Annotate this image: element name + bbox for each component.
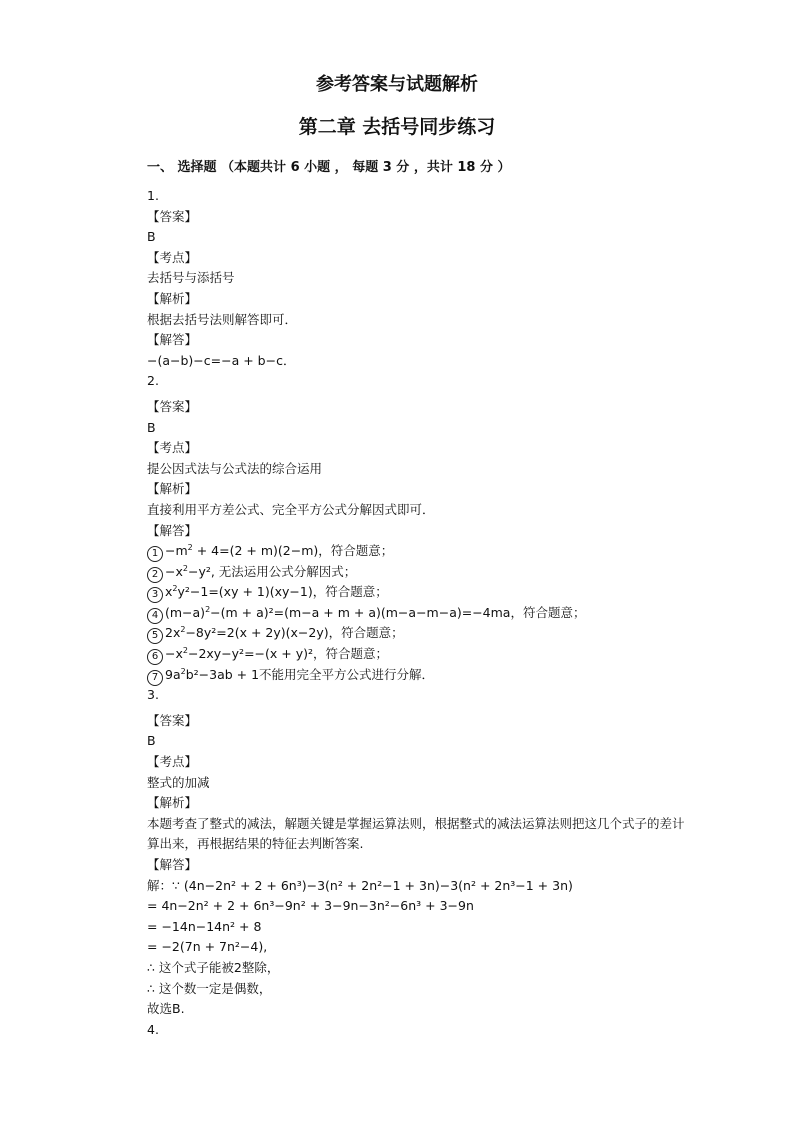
q2-solution-item — [147, 541, 687, 562]
q2-answer: B — [147, 419, 156, 435]
q3-topic: 整式的加减 — [147, 774, 210, 790]
exponent: 2 — [182, 645, 188, 655]
expression-rest: −8y²=2(x + 2y)(x−2y)，符合题意； — [185, 625, 404, 641]
expression-start: −x — [165, 646, 183, 662]
exponent: 2 — [182, 563, 188, 573]
q3-solution-line: = 4n−2n² + 2 + 6n³−9n² + 3−9n−3n²−6n³ + 3−9n — [147, 898, 474, 914]
q3-solution-line: ∴ 这个式子能被2整除， — [147, 959, 280, 975]
circled-number: 4 — [147, 608, 163, 624]
circled-number: 3 — [147, 587, 163, 603]
answer-content — [147, 186, 687, 1040]
q2-solution-item — [147, 644, 687, 665]
q2-solution-item — [147, 582, 687, 603]
q1-answer: B — [147, 229, 156, 245]
topic-label: 【考点】 — [147, 249, 198, 265]
circled-number: 7 — [147, 670, 163, 686]
q3-solution-line: = −14n−14n² + 8 — [147, 918, 262, 934]
exponent: 2 — [180, 666, 186, 676]
answer-label: 【答案】 — [147, 398, 198, 414]
expression-rest: −y², 无法运用公式分解因式； — [187, 563, 357, 579]
expression-start: −m — [165, 543, 188, 559]
expression-rest: + 4=(2 + m)(2−m)，符合题意； — [192, 543, 394, 559]
answer-label: 【答案】 — [147, 208, 198, 224]
expression-start: (m−a) — [165, 604, 206, 620]
expression-start: x — [165, 584, 173, 600]
q3-solution-lines — [147, 876, 687, 1020]
q3-solution-line: = −2(7n + 7n²−4), — [147, 939, 268, 955]
q1-topic: 去括号与添括号 — [147, 270, 235, 286]
exponent: 2 — [205, 604, 211, 614]
question-number-2: 2. — [147, 373, 159, 389]
q2-analysis: 直接利用平方差公式、完全平方公式分解因式即可． — [147, 501, 435, 517]
expression-rest: −(m + a)²=(m−a + m + a)(m−a−m−a)=−4ma，符合题意； — [210, 604, 586, 620]
q2-solution-item — [147, 665, 687, 686]
section-heading: 一、 选择题 （本题共计 6 小题 ， 每题 3 分 ，共计 18 分 ） — [147, 160, 511, 175]
exponent: 2 — [180, 625, 186, 635]
circled-number: 5 — [147, 628, 163, 644]
expression-rest: y²−1=(xy + 1)(xy−1)，符合题意； — [177, 584, 388, 600]
expression-start: 9a — [165, 666, 181, 682]
expression-start: 2x — [165, 625, 181, 641]
topic-label: 【考点】 — [147, 754, 198, 770]
exponent: 2 — [172, 584, 178, 594]
topic-label: 【考点】 — [147, 440, 198, 456]
exponent: 2 — [187, 542, 193, 552]
answer-label: 【答案】 — [147, 712, 198, 728]
solution-label: 【解答】 — [147, 332, 198, 348]
expression-start: −x — [165, 563, 183, 579]
analysis-label: 【解析】 — [147, 481, 198, 497]
circled-number: 2 — [147, 567, 163, 583]
question-number-4: 4. — [147, 1021, 159, 1037]
analysis-label: 【解析】 — [147, 795, 198, 811]
question-number-3: 3. — [147, 687, 159, 703]
q2-topic: 提公因式法与公式法的综合运用 — [147, 460, 323, 476]
q3-solution-line: 解：∵ (4n−2n² + 2 + 6n³)−3(n² + 2n²−1 + 3n)−3(n² + 2n³−1 + 3n) — [147, 877, 573, 893]
q2-solution-item — [147, 562, 687, 583]
solution-label: 【解答】 — [147, 522, 198, 538]
expression-rest: −2xy−y²=−(x + y)²，符合题意； — [187, 646, 388, 662]
q3-answer: B — [147, 733, 156, 749]
q2-solution-items — [147, 541, 687, 685]
q2-solution-item — [147, 623, 687, 644]
q3-analysis: 本题考查了整式的减法，解题关键是掌握运算法则，根据整式的减法运算法则把这几个式子的差计算出来，再根据结果的特征去判断答案. — [147, 815, 685, 852]
q3-solution-line: ∴ 这个数一定是偶数， — [147, 980, 272, 996]
chapter-title: 第二章 去括号同步练习 — [298, 116, 496, 138]
document-title: 参考答案与试题解析 — [316, 74, 478, 95]
solution-label: 【解答】 — [147, 857, 198, 872]
circled-number: 1 — [147, 546, 163, 562]
q1-solution: −(a−b)−c=−a + b−c． — [147, 352, 296, 368]
question-number-1: 1. — [147, 188, 159, 203]
q2-solution-item — [147, 603, 687, 624]
q1-analysis: 根据去括号法则解答即可． — [147, 311, 298, 327]
analysis-label: 【解析】 — [147, 290, 198, 306]
circled-number: 6 — [147, 649, 163, 665]
q3-solution-line: 故选B. — [147, 1001, 185, 1017]
expression-rest: b²−3ab + 1不能用完全平方公式进行分解． — [185, 666, 435, 682]
